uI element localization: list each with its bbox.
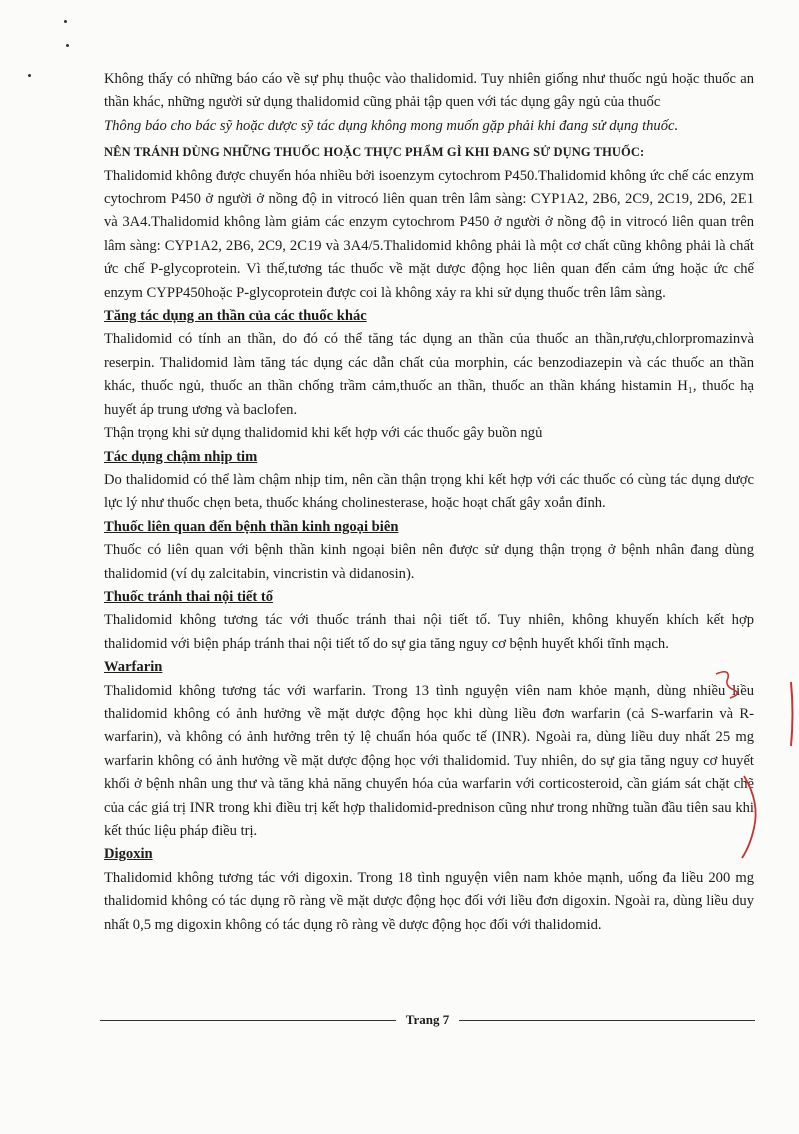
paragraph-report-notice: Thông báo cho bác sỹ hoặc dược sỹ tác dụng không mong muốn gặp phải khi đang sử dụng thuốc. [104,117,679,134]
handwritten-pen-mark [712,668,748,702]
edge-pen-mark [786,680,796,750]
paragraph-bradycardia: Do thalidomid có thể làm chậm nhịp tim, nên cần thận trọng khi kết hợp với các thuốc có cùng tác dụng dược lực lý như thuốc chẹn beta, thuốc kháng cholinesterase, hoặc hoạt chất gây xoắn đỉnh. [104,471,754,512]
footer-rule-right [459,1020,755,1021]
paragraph-sedation: Thalidomid có tính an thần, do đó có thể tăng tác dụng an thần của thuốc an thần,rượu,chlorpromazinvà reserpin. Thalidomid làm tăng tác dụng các dẫn chất của morphin, các benzodiazepin và các thuốc an thần khác, thuốc ngủ, thuốc an thần chống trầm cảm,thuốc an thần, thuốc an thần kháng histamin H₁, thuốc hạ huyết áp trung ương và baclofen. [104,331,754,418]
interactions-heading: NÊN TRÁNH DÙNG NHỮNG THUỐC HOẶC THỰC PHẨM GÌ KHI ĐANG SỬ DỤNG THUỐC: [104,145,645,160]
document-body [104,68,754,937]
section-title-bradycardia: Tác dụng chậm nhịp tim [104,448,258,465]
page-footer [100,1008,755,1032]
paragraph-neuropathy: Thuốc có liên quan với bệnh thần kinh ngoại biên nên được sử dụng thận trọng ở bệnh nhân đang dùng thalidomid (ví dụ zalcitabin, vincristin và didanosin). [104,542,754,582]
section-title-digoxin: Digoxin [104,846,153,863]
scan-speck [28,74,31,77]
section-title-warfarin: Warfarin [104,659,163,676]
paragraph-sedation-caution: Thận trọng khi sử dụng thalidomid khi kết hợp với các thuốc gây buồn ngủ [104,425,543,442]
paragraph-warfarin: Thalidomid không tương tác với warfarin. Trong 13 tình nguyện viên nam khỏe mạnh, dùng nhiều liều thalidomid không có ảnh hưởng về mặt dược động học khi dùng liều đơn warfarin (cả S-warfarin và R-warfarin), và không có ảnh hưởng trên tỷ lệ chuẩn hóa quốc tế (INR). Ngoài ra, dùng liều duy nhất 25 mg warfarin không có ảnh hưởng về mặt dược động học với thalidomid. Tuy nhiên, do sự gia tăng nguy cơ huyết khối ở bệnh nhân ung thư và tăng khả năng chuyển hóa của warfarin với corticosteroid, cần giám sát chặt chẽ của các giá trị INR trong khi điều trị kết hợp thalidomid-prednison cũng như trong những tuần đầu tiên sau khi kết thúc liệu pháp điều trị. [104,682,754,839]
section-title-sedation: Tăng tác dụng an thần của các thuốc khác [104,308,367,325]
scan-speck [66,44,69,47]
footer-rule-left [100,1020,396,1021]
paragraph-cyp450: Thalidomid không được chuyển hóa nhiều bởi isoenzym cytochrom P450.Thalidomid không ức chế các enzym cytochrom P450 ở người ở nồng độ in vitrocó liên quan trên lâm sàng: CYP1A2, 2B6, 2C9, 2C19, 2D6, 2E1 và 3A4.Thalidomid không làm giảm các enzym cytochrom P450 ở người ở nồng độ in vitrocó liên quan trên lâm sàng: CYP1A2, 2B6, 2C9, 2C19 và 3A4/5.Thalidomid không phải là một cơ chất cũng không phải là chất ức chế P-glycoprotein. Vì thế,tương tác thuốc về mặt dược động học liên quan đến cảm ứng hoặc ức chế enzym CYPP450hoặc P-glycoprotein được coi là không xảy ra khi sử dụng thuốc trên lâm sàng. [104,167,754,301]
paragraph-contraceptives: Thalidomid không tương tác với thuốc tránh thai nội tiết tố. Tuy nhiên, không khuyến khích kết hợp thalidomid với biện pháp tránh thai nội tiết tố do sự gia tăng nguy cơ bệnh huyết khối tĩnh mạch. [104,612,754,652]
paragraph-dependence: Không thấy có những báo cáo về sự phụ thuộc vào thalidomid. Tuy nhiên giống như thuốc ngủ hoặc thuốc an thần khác, những người sử dụng thalidomid cũng phải tập quen với tác dụng gây ngủ của thuốc [104,71,754,111]
handwritten-margin-mark [738,772,764,862]
section-title-neuropathy: Thuốc liên quan đến bệnh thần kinh ngoại biên [104,518,399,535]
scan-speck [64,20,67,23]
paragraph-digoxin: Thalidomid không tương tác với digoxin. Trong 18 tình nguyện viên nam khỏe mạnh, uống đa liều 200 mg thalidomid không có tác dụng rõ ràng về mặt dược động học đối với liều đơn digoxin. Ngoài ra, dùng liều duy nhất 0,5 mg digoxin không có tác dụng rõ ràng về dược động học đối với thalidomid. [104,869,754,933]
page-number: Trang 7 [405,1012,450,1027]
section-title-contraceptives: Thuốc tránh thai nội tiết tố [104,588,274,605]
